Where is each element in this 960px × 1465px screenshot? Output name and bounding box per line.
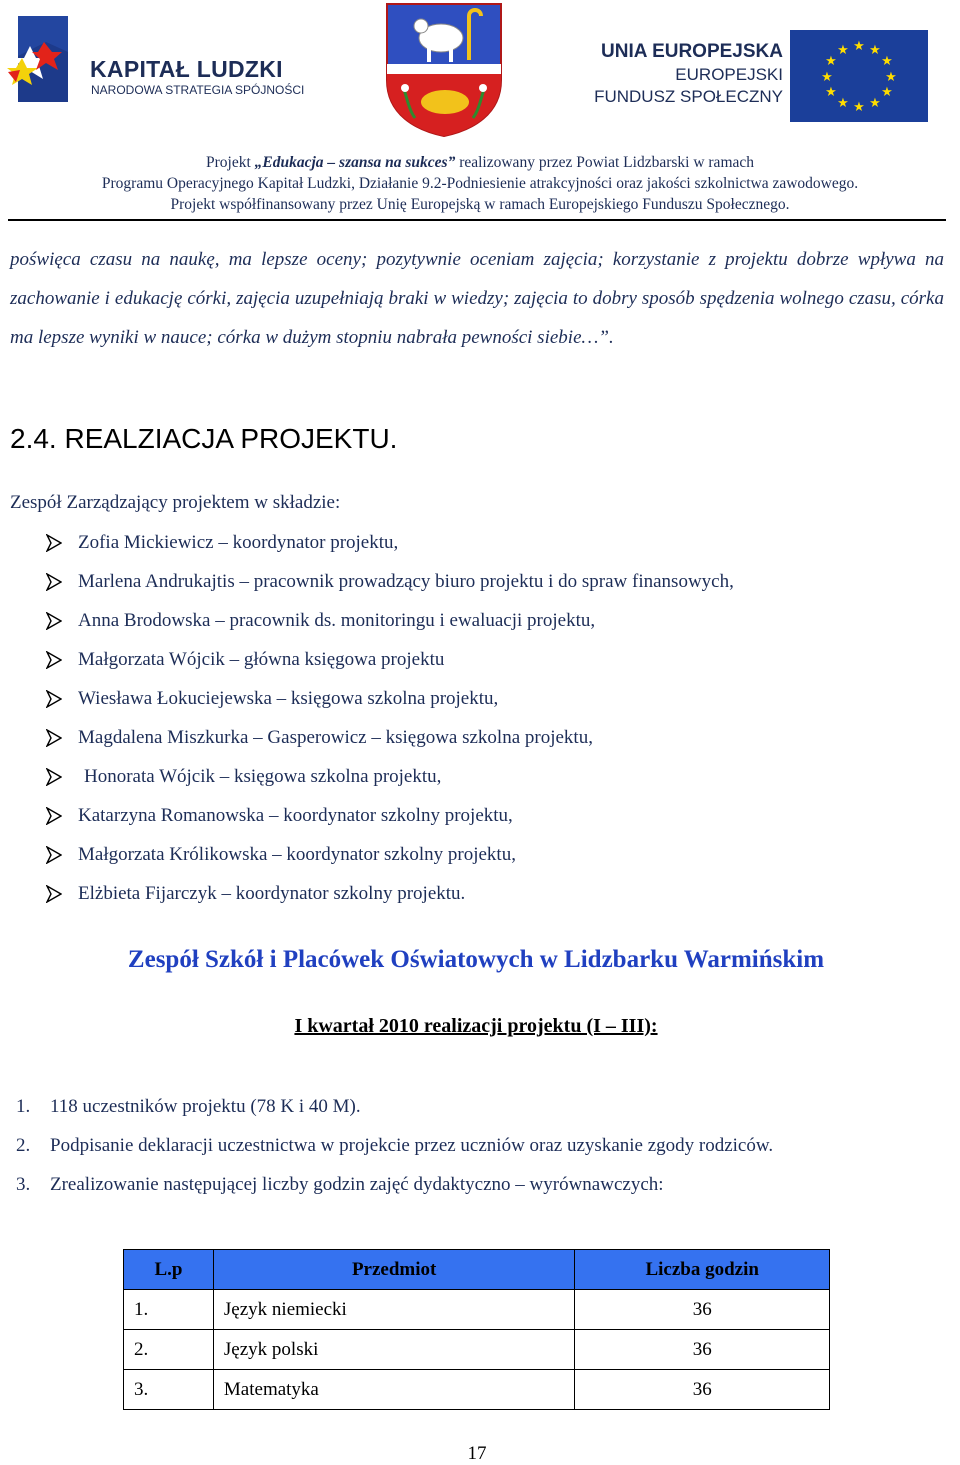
kapital-ludzki-title: KAPITAŁ LUDZKI (90, 56, 283, 82)
project-name: „Edukacja – szansa na sukces” (254, 154, 456, 171)
project-line-2: Programu Operacyjnego Kapitał Ludzki, Działanie 9.2-Podniesienie atrakcyjności oraz jakości szkolnictwa zawodowego. (101, 175, 859, 192)
list-item (16, 1165, 773, 1204)
svg-text:★: ★ (825, 54, 837, 69)
page-header (0, 0, 960, 222)
arrow-bullet-icon (46, 885, 62, 903)
list-item: Katarzyna Romanowska – koordynator szkolny projektu, (46, 796, 734, 835)
list-item: Małgorzata Królikowska – koordynator szkolny projektu, (46, 835, 734, 874)
list-number: 1. (16, 1095, 31, 1117)
svg-text:★: ★ (853, 100, 865, 115)
team-intro: Zespół Zarządzający projektem w składzie: (10, 492, 341, 513)
arrow-bullet-icon (46, 612, 62, 630)
list-item: Wiesława Łokuciejewska – księgowa szkolna projektu, (46, 679, 734, 718)
table-header-row (124, 1250, 830, 1290)
list-item (16, 1087, 773, 1126)
arrow-bullet-icon (46, 846, 62, 864)
svg-text:★: ★ (881, 54, 893, 69)
eu-subtitle-1: EUROPEJSKI (675, 65, 783, 84)
eu-title: UNIA EUROPEJSKA (601, 41, 783, 62)
list-number: 2. (16, 1134, 31, 1156)
section-heading: 2.4. REALZIACJA PROJEKTU. (10, 423, 398, 454)
column-header-lp: L.p (124, 1250, 214, 1290)
numbered-list (16, 1087, 773, 1204)
svg-text:★: ★ (825, 85, 837, 100)
arrow-bullet-icon (46, 729, 62, 747)
table-row (124, 1370, 830, 1410)
arrow-bullet-icon (46, 573, 62, 591)
table-cell-lp: 1. (124, 1290, 214, 1330)
svg-text:★: ★ (881, 85, 893, 100)
svg-text:★: ★ (853, 39, 865, 54)
list-item: Małgorzata Wójcik – główna księgowa projektu (46, 640, 734, 679)
list-item-text: Podpisanie deklaracji uczestnictwa w projekcie przez uczniów oraz uzyskanie zgody rodziców. (50, 1134, 774, 1156)
column-header-subject: Przedmiot (213, 1250, 574, 1290)
list-item: Marlena Andrukajtis – pracownik prowadzący biuro projektu i do spraw finansowych, (46, 562, 734, 601)
arrow-bullet-icon (46, 690, 62, 708)
table-row (124, 1330, 830, 1370)
kapital-ludzki-subtitle: NARODOWA STRATEGIA SPÓJNOŚCI (91, 83, 305, 97)
team-list (46, 523, 734, 913)
survey-quote-paragraph: poświęca czasu na naukę, ma lepsze oceny; pozytywnie oceniam zajęcia; korzystanie z projektu dobrze wpływa na zachowanie i edukację córki, zajęcia uzupełniają braki w wiedzy; zajęcia to dobry sposób spędzenia wolnego czasu, córka ma lepsze wyniki w nauce; córka w dużym stopniu nabrała pewności siebie…”. (10, 249, 944, 348)
svg-text:★: ★ (837, 43, 849, 58)
page-number: 17 (467, 1443, 487, 1464)
table-cell-lp: 2. (124, 1330, 214, 1370)
coat-of-arms-icon (385, 2, 503, 138)
table-cell-subject: Język niemiecki (213, 1290, 574, 1330)
svg-text:★: ★ (821, 70, 833, 85)
svg-text:★: ★ (869, 96, 881, 111)
quarter-title: I kwartał 2010 realizacji projektu (I – III): (294, 1015, 658, 1037)
eu-text-block (583, 40, 783, 108)
list-item-text: Zrealizowanie następującej liczby godzin zajęć dydaktyczno – wyrównawczych: (50, 1173, 664, 1195)
list-item: Anna Brodowska – pracownik ds. monitoringu i ewaluacji projektu, (46, 601, 734, 640)
table-cell-hours: 36 (575, 1290, 830, 1330)
header-divider (8, 219, 946, 221)
list-item: Magdalena Miszkurka – Gasperowicz – księgowa szkolna projektu, (46, 718, 734, 757)
kapital-ludzki-star-icon (6, 12, 72, 106)
table-cell-lp: 3. (124, 1370, 214, 1410)
hours-table (123, 1249, 830, 1410)
table-row (124, 1290, 830, 1330)
arrow-bullet-icon (46, 651, 62, 669)
list-number: 3. (16, 1173, 31, 1195)
list-item (16, 1126, 773, 1165)
project-line-3: Projekt współfinansowany przez Unię Europejską w ramach Europejskiego Funduszu Społecznego. (170, 196, 790, 213)
project-line-1: Projekt „Edukacja – szansa na sukces” realizowany przez Powiat Lidzbarski w ramach (205, 154, 755, 171)
column-header-hours: Liczba godzin (575, 1250, 830, 1290)
arrow-bullet-icon (46, 534, 62, 552)
svg-text:★: ★ (885, 70, 897, 85)
arrow-bullet-icon (46, 768, 62, 786)
table-cell-subject: Matematyka (213, 1370, 574, 1410)
svg-text:★: ★ (837, 96, 849, 111)
table-cell-hours: 36 (575, 1330, 830, 1370)
table-cell-subject: Język polski (213, 1330, 574, 1370)
list-item: Honorata Wójcik – księgowa szkolna projektu, (46, 757, 734, 796)
school-name-heading: Zespół Szkół i Placówek Oświatowych w Lidzbarku Warmińskim (127, 946, 825, 973)
list-item-text: 118 uczestników projektu (78 K i 40 M). (50, 1095, 361, 1117)
arrow-bullet-icon (46, 807, 62, 825)
svg-text:★: ★ (869, 43, 881, 58)
eu-subtitle-2: FUNDUSZ SPOŁECZNY (594, 87, 783, 106)
list-item: Elżbieta Fijarczyk – koordynator szkolny projektu. (46, 874, 734, 913)
kapital-ludzki-logo (6, 12, 306, 112)
eu-flag-icon (790, 30, 928, 122)
project-info (0, 152, 960, 215)
table-cell-hours: 36 (575, 1370, 830, 1410)
list-item: Zofia Mickiewicz – koordynator projektu, (46, 523, 734, 562)
